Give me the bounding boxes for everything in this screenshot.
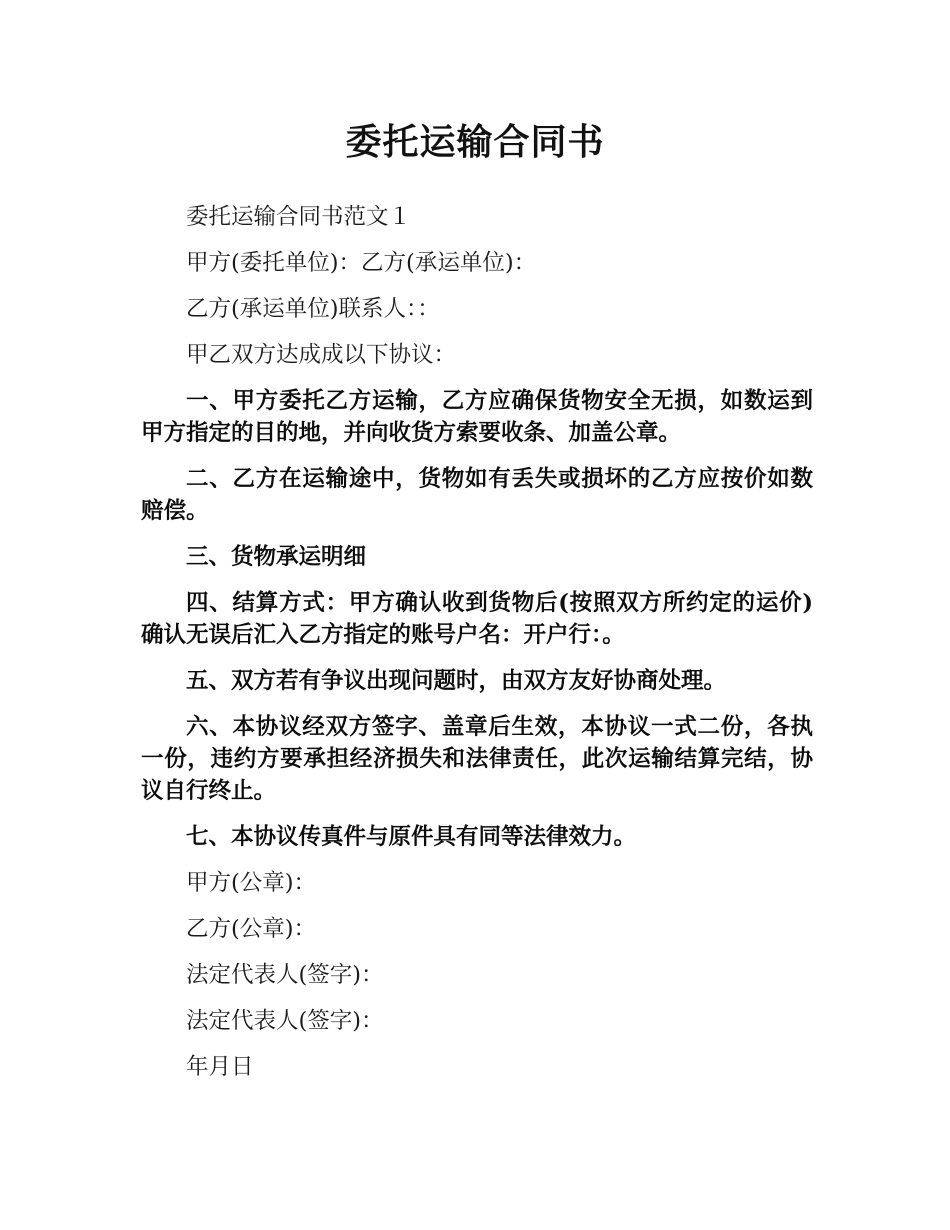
paragraph-parties: 甲方(委托单位)：乙方(承运单位)： xyxy=(186,250,537,276)
signature-date: 年月日 xyxy=(186,1054,254,1080)
signature-legal-rep-b: 法定代表人(签字)： xyxy=(186,1008,384,1034)
clause-2: 二、乙方在运输途中，货物如有丢失或损坏的乙方应按价如数赔偿。 xyxy=(141,466,813,524)
paragraph-agreement-intro: 甲乙双方达成成以下协议： xyxy=(186,342,457,368)
clause-4: 四、结算方式：甲方确认收到货物后(按照双方所约定的运价)确认无误后汇入乙方指定的账号户名：开户行：。 xyxy=(141,590,813,648)
document-body xyxy=(141,201,813,1097)
clause-6: 六、本协议经双方签字、盖章后生效，本协议一式二份，各执一份，违约方要承担经济损失和法律责任，此次运输结算完结，协议自行终止。 xyxy=(141,714,813,804)
paragraph-sample-heading: 委托运输合同书范文１ xyxy=(186,204,412,230)
paragraph-contact: 乙方(承运单位)联系人：： xyxy=(186,296,440,322)
document-title: 委托运输合同书 xyxy=(345,121,605,163)
clause-7: 七、本协议传真件与原件具有同等法律效力。 xyxy=(186,824,637,850)
signature-party-a-seal: 甲方(公章)： xyxy=(186,870,317,896)
clause-5: 五、双方若有争议出现问题时，由双方友好协商处理。 xyxy=(186,668,727,694)
clause-3: 三、货物承运明细 xyxy=(186,544,367,570)
signature-party-b-seal: 乙方(公章)： xyxy=(186,916,317,942)
clause-1: 一、甲方委托乙方运输，乙方应确保货物安全无损，如数运到甲方指定的目的地，并向收货方索要收条、加盖公章。 xyxy=(141,388,813,446)
signature-legal-rep-a: 法定代表人(签字)： xyxy=(186,962,384,988)
